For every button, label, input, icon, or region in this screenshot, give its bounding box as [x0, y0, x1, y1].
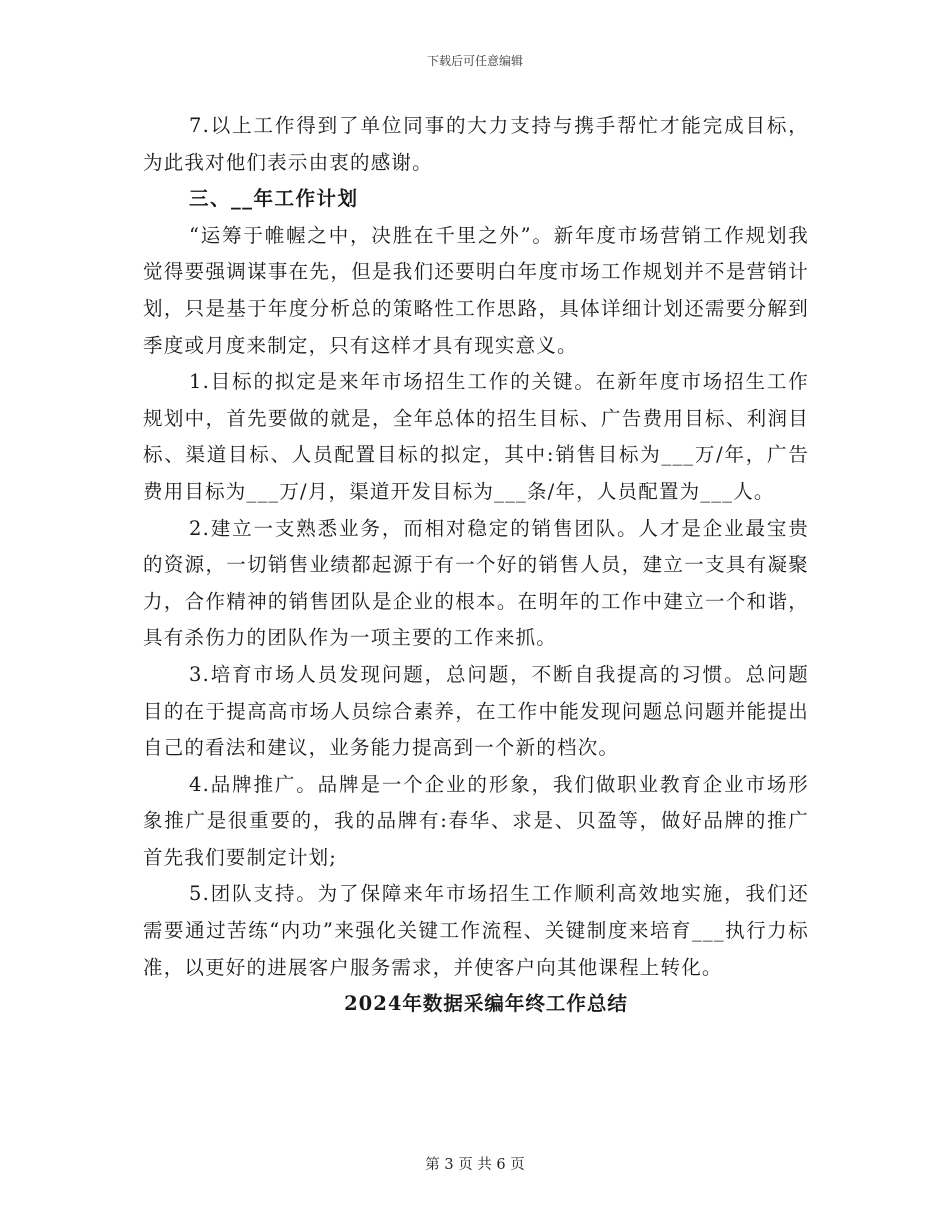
paragraph-plan-1: 1.目标的拟定是来年市场招生工作的关键。在新年度市场招生工作规划中，首先要做的就是，全年总体的招生目标、广告费用目标、利润目标、渠道目标、人员配置目标的拟定，其中:销售目标为___万/年，广告费用目标为___万/月，渠道开发目标为___条/年，人员配置为___人。: [143, 370, 809, 503]
paragraph-plan-5: 5.团队支持。为了保障来年市场招生工作顺利高效地实施，我们还需要通过苦练“内功”来强化关键工作流程、关键制度来培育___执行力标准，以更好的进展客户服务需求，并使客户向其他课程上转化。: [143, 882, 809, 979]
page-number: 第 3 页 共 6 页: [425, 1157, 525, 1173]
paragraph-plan-4: 4.品牌推广。品牌是一个企业的形象，我们做职业教育企业市场形象推广是很重要的，我的品牌有:春华、求是、贝盈等，做好品牌的推广首先我们要制定计划;: [143, 772, 809, 869]
page-header: 下载后可任意编辑: [426, 54, 523, 68]
next-document-title: 2024年数据采编年终工作总结: [344, 992, 628, 1016]
section-heading: 三、__年工作计划: [189, 187, 359, 211]
paragraph-intro: “运筹于帷幄之中，决胜在千里之外”。新年度市场营销工作规划我觉得要强调谋事在先，但是我们还要明白年度市场工作规划并不是营销计划，只是基于年度分析总的策略性工作思路，具体详细计划还需要分解到季度或月度来制定，只有这样才具有现实意义。: [143, 223, 809, 357]
paragraph-plan-3: 3.培育市场人员发现问题，总问题，不断自我提高的习惯。总问题目的在于提高高市场人员综合素养，在工作中能发现问题总问题并能提出自己的看法和建议，业务能力提高到一个新的档次。: [143, 662, 809, 760]
paragraph-item-7: 7.以上工作得到了单位同事的大力支持与携手帮忙才能完成目标，为此我对他们表示由衷的感谢。: [143, 114, 809, 174]
document-body: [143, 108, 809, 1023]
paragraph-plan-2: 2.建立一支熟悉业务，而相对稳定的销售团队。人才是企业最宝贵的资源，一切销售业绩都起源于有一个好的销售人员，建立一支具有凝聚力，合作精神的销售团队是企业的根本。在明年的工作中建立一个和谐，具有杀伤力的团队作为一项主要的工作来抓。: [143, 516, 809, 650]
